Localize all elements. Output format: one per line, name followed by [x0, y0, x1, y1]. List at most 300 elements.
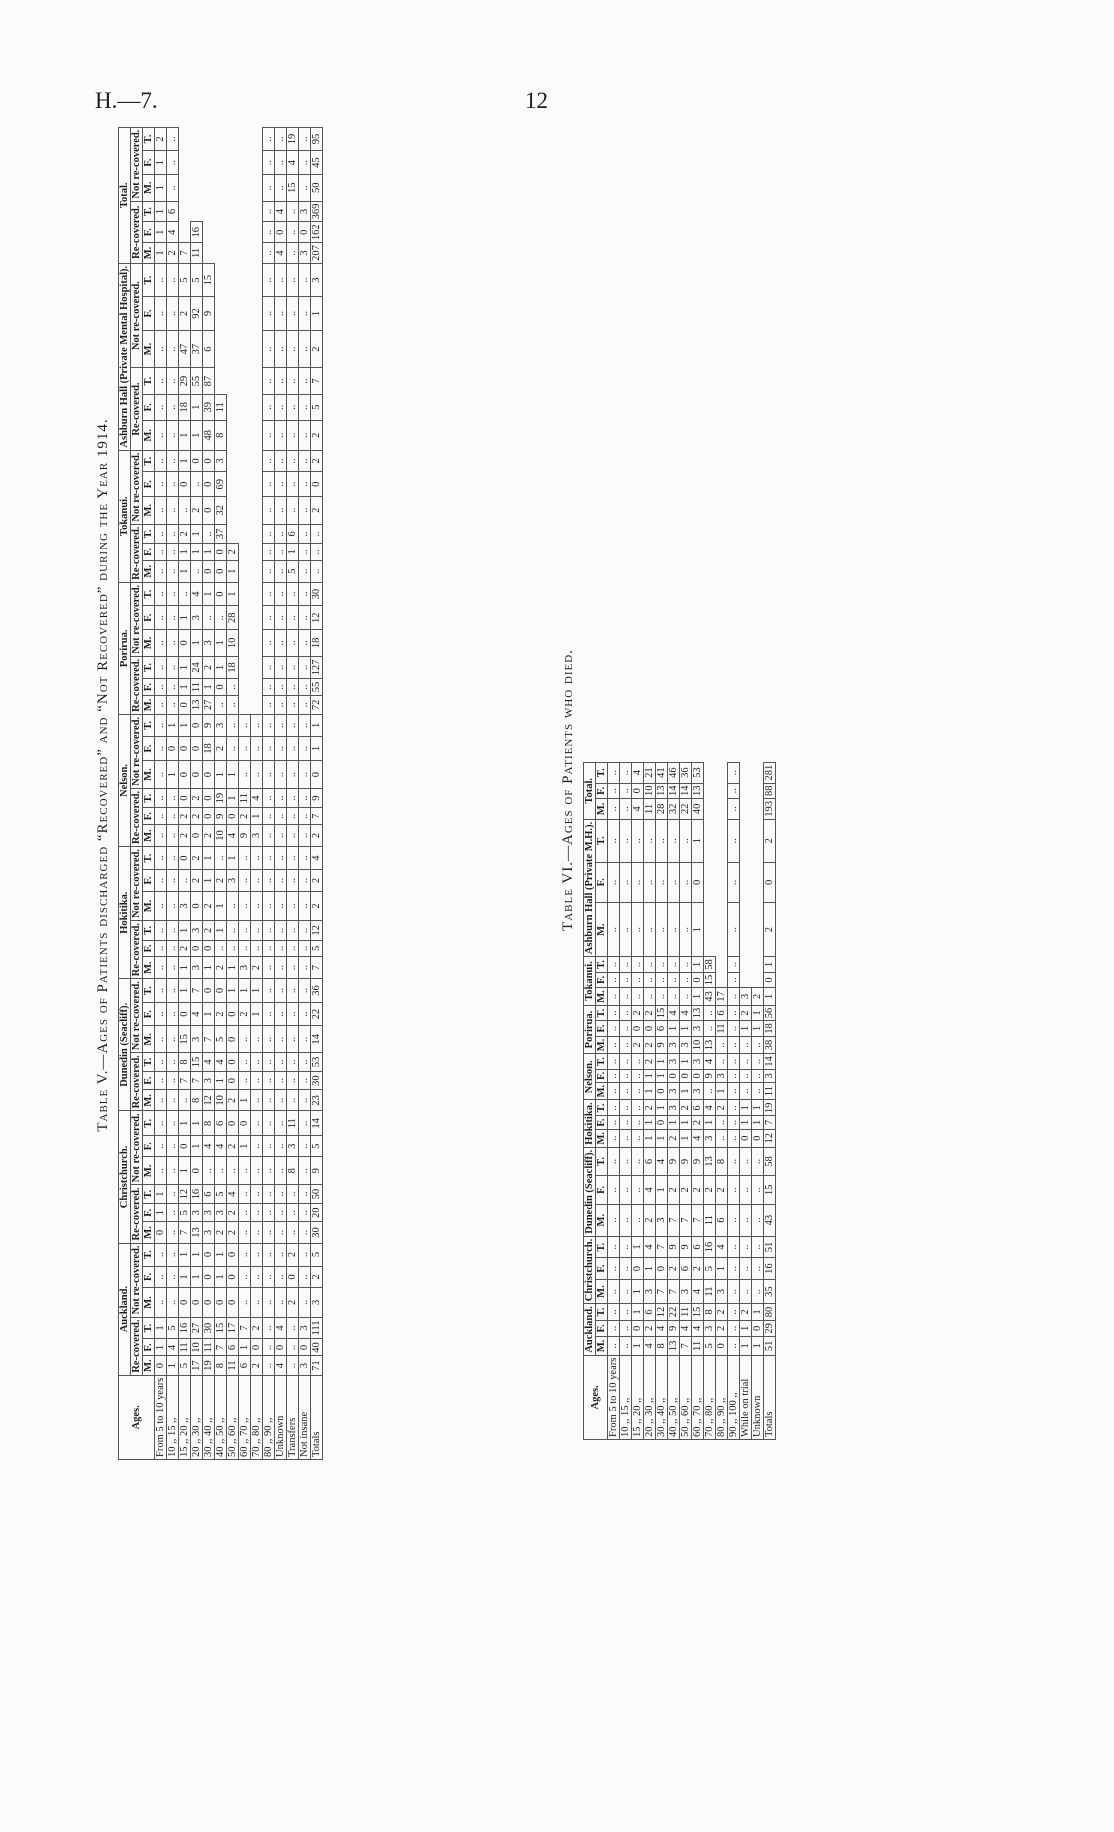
value-cell: 0	[227, 1071, 239, 1090]
value-cell: 0	[191, 761, 203, 789]
sex-header: M.	[143, 1090, 155, 1111]
value-cell: 0	[632, 1021, 644, 1037]
value-cell: 2	[191, 808, 203, 824]
value-cell: ..	[167, 174, 179, 201]
value-cell: 1	[215, 1243, 227, 1266]
value-cell: 1	[179, 420, 191, 450]
value-cell: 1	[311, 714, 323, 736]
value-cell: 5	[704, 1258, 716, 1280]
age-cell: 60 ,, 70 ,,	[239, 1375, 251, 1459]
sex-header: M.	[143, 957, 155, 979]
value-cell: ..	[608, 1304, 620, 1320]
value-cell: ..	[632, 1069, 644, 1082]
value-cell: 2	[203, 891, 215, 920]
value-cell: ..	[263, 201, 275, 222]
value-cell: 1	[680, 1129, 692, 1147]
sex-header: T.	[143, 263, 155, 296]
value-cell: 2	[692, 1176, 704, 1204]
value-cell: 14	[764, 1054, 776, 1070]
value-cell: 15	[203, 263, 215, 296]
value-cell: ..	[632, 862, 644, 902]
value-cell: 5	[179, 1356, 191, 1375]
sex-header: F.	[143, 222, 155, 243]
value-cell: 9	[668, 1147, 680, 1175]
value-cell: ..	[167, 870, 179, 892]
value-cell: 1	[179, 1157, 191, 1185]
sex-header: F.	[143, 1002, 155, 1026]
value-cell: 13	[692, 783, 704, 799]
value-cell: ..	[740, 1258, 752, 1280]
value-cell: ..	[299, 714, 311, 736]
value-cell: 2	[311, 330, 323, 368]
sex-header: F.	[596, 1176, 608, 1204]
value-cell: ..	[275, 1157, 287, 1185]
value-cell: 0	[191, 736, 203, 760]
institution-header: Ashburn Hall (Private Mental Hospital).	[119, 263, 131, 450]
value-cell: ..	[299, 420, 311, 450]
institution-header: Auckland.	[584, 1304, 596, 1355]
value-cell: 2	[227, 544, 239, 560]
value-cell: 2	[203, 921, 215, 941]
value-cell: ..	[752, 1176, 764, 1204]
value-cell: 162	[311, 222, 323, 243]
value-cell: 19	[287, 127, 299, 151]
value-cell: ..	[239, 1026, 251, 1053]
value-cell: ..	[263, 368, 275, 394]
sex-header: M.	[596, 1204, 608, 1236]
value-cell: ..	[239, 1185, 251, 1204]
value-cell: 4	[692, 1129, 704, 1147]
value-cell: 4	[215, 1136, 227, 1157]
value-cell: ..	[167, 630, 179, 657]
value-cell: 72	[311, 695, 323, 714]
value-cell: ..	[251, 940, 263, 956]
table-vi-rotated	[560, 140, 776, 1440]
value-cell: ..	[299, 1203, 311, 1222]
value-cell: 3	[692, 1054, 704, 1070]
value-cell: 5	[311, 1243, 323, 1266]
sex-header: F.	[596, 1021, 608, 1037]
value-cell: ..	[728, 1204, 740, 1236]
value-cell: ..	[275, 606, 287, 630]
value-cell: ..	[299, 1222, 311, 1243]
value-cell: 0	[740, 1129, 752, 1147]
value-cell: 80	[764, 1304, 776, 1320]
value-cell: 14	[311, 1026, 323, 1053]
sex-header: F.	[143, 606, 155, 630]
value-cell: ..	[263, 656, 275, 678]
value-cell: 5	[311, 394, 323, 420]
value-cell: ..	[620, 1176, 632, 1204]
value-cell: ..	[287, 1185, 299, 1204]
value-cell: 1	[191, 1111, 203, 1136]
value-cell: 1	[215, 921, 227, 941]
value-cell: 4	[203, 1053, 215, 1072]
value-cell: ..	[608, 1258, 620, 1280]
value-cell: 7	[311, 808, 323, 824]
value-cell: 37	[215, 524, 227, 544]
value-cell: 369	[311, 201, 323, 222]
value-cell: ..	[155, 808, 167, 824]
value-cell: 1	[644, 1069, 656, 1082]
value-cell: ..	[263, 714, 275, 736]
value-cell: ..	[155, 679, 167, 696]
value-cell: 4	[287, 151, 299, 175]
value-cell: ..	[155, 847, 167, 870]
value-cell: ..	[251, 1090, 263, 1111]
value-cell: ..	[251, 921, 263, 941]
value-cell: 6	[692, 1100, 704, 1116]
value-cell: ..	[752, 1036, 764, 1054]
value-cell: 1	[179, 921, 191, 941]
value-cell: 1	[239, 979, 251, 1003]
value-cell: 1	[215, 630, 227, 657]
table-row	[287, 127, 299, 1459]
value-cell: ..	[632, 1204, 644, 1236]
value-cell: 1	[215, 656, 227, 678]
value-cell: ..	[608, 1005, 620, 1021]
value-cell: ..	[644, 862, 656, 902]
value-cell: 0	[227, 808, 239, 824]
value-cell: 2	[311, 824, 323, 846]
value-cell: ..	[263, 1317, 275, 1339]
institution-header: Tokanui.	[584, 957, 596, 1006]
value-cell: 5	[167, 1317, 179, 1339]
subgroup-header: Re-covered.	[131, 368, 143, 450]
value-cell: ..	[275, 695, 287, 714]
value-cell: ..	[299, 544, 311, 560]
value-cell: 7	[179, 243, 191, 264]
value-cell: ..	[251, 891, 263, 920]
value-cell: ..	[263, 496, 275, 524]
value-cell: ..	[752, 1082, 764, 1100]
value-cell: 5	[287, 560, 299, 582]
institution-header: Christchurch.	[584, 1236, 596, 1304]
value-cell: 11	[644, 799, 656, 820]
value-cell: 9	[311, 1157, 323, 1185]
value-cell: ..	[287, 1071, 299, 1090]
value-cell: ..	[287, 472, 299, 496]
value-cell: 4	[311, 847, 323, 870]
value-cell: ..	[263, 222, 275, 243]
value-cell: 9	[680, 1147, 692, 1175]
value-cell: 6	[227, 1339, 239, 1356]
table-row	[275, 127, 287, 1459]
value-cell: 36	[680, 762, 692, 783]
value-cell: 0	[716, 1337, 728, 1356]
value-cell: ..	[299, 1185, 311, 1204]
value-cell: ..	[620, 1147, 632, 1175]
value-cell: ..	[167, 394, 179, 420]
value-cell: 1	[215, 1266, 227, 1288]
value-cell: 16	[179, 1317, 191, 1339]
sex-header: T.	[596, 819, 608, 862]
value-cell: ..	[275, 1090, 287, 1111]
value-cell: 2	[716, 1100, 728, 1116]
value-cell: 1	[179, 979, 191, 1003]
value-cell: ..	[287, 847, 299, 870]
value-cell: ..	[239, 1071, 251, 1090]
value-cell: 15	[287, 174, 299, 201]
value-cell: ..	[275, 1053, 287, 1072]
value-cell: 2	[215, 1002, 227, 1026]
value-cell: 6	[239, 1356, 251, 1375]
value-cell: ..	[632, 972, 644, 988]
value-cell: ..	[668, 957, 680, 973]
value-cell: 0	[299, 222, 311, 243]
value-cell: ..	[167, 921, 179, 941]
value-cell: ..	[167, 1203, 179, 1222]
value-cell: ..	[728, 1082, 740, 1100]
value-cell: 30	[311, 1222, 323, 1243]
value-cell: ..	[155, 582, 167, 606]
value-cell: 1	[680, 1082, 692, 1100]
value-cell: 36	[311, 979, 323, 1003]
value-cell: ..	[251, 1203, 263, 1222]
value-cell: ..	[167, 847, 179, 870]
value-cell: 0	[203, 761, 215, 789]
value-cell: 1	[752, 1337, 764, 1356]
value-cell: 1	[179, 544, 191, 560]
value-cell: 37	[191, 330, 203, 368]
sex-header: T.	[143, 127, 155, 151]
value-cell: 1	[179, 560, 191, 582]
value-cell: 1	[203, 870, 215, 892]
value-cell: 8	[656, 1337, 668, 1356]
value-cell: ..	[251, 1111, 263, 1136]
institution-header: Tokanui.	[119, 450, 131, 582]
value-cell: 4	[680, 1005, 692, 1021]
value-cell: 1	[155, 201, 167, 222]
value-cell: 9	[680, 1236, 692, 1258]
value-cell: 9	[311, 788, 323, 808]
value-cell: 2	[203, 824, 215, 846]
value-cell: 2	[644, 1054, 656, 1070]
age-cell: Unknown	[275, 1375, 287, 1459]
value-cell: 0	[155, 1222, 167, 1243]
table-row	[155, 127, 167, 1459]
value-cell: 1	[752, 1116, 764, 1129]
value-cell: ..	[620, 972, 632, 988]
value-cell: 0	[191, 940, 203, 956]
value-cell: ..	[299, 1026, 311, 1053]
value-cell: ..	[203, 606, 215, 630]
value-cell: ..	[287, 921, 299, 941]
value-cell: ..	[155, 297, 167, 330]
institution-header: Dunedin (Seacliff).	[119, 979, 131, 1111]
value-cell: 0	[227, 1288, 239, 1317]
value-cell: ..	[263, 1053, 275, 1072]
value-cell: ..	[752, 1236, 764, 1258]
value-cell: 17	[227, 1317, 239, 1339]
value-cell: ..	[620, 862, 632, 902]
value-cell: 48	[203, 420, 215, 450]
value-cell: 3	[311, 1288, 323, 1317]
value-cell: ..	[263, 870, 275, 892]
value-cell: 2	[179, 940, 191, 956]
value-cell: 1	[311, 297, 323, 330]
age-cell: 80 ,, 90 ,,	[716, 1355, 728, 1439]
table-row	[716, 762, 728, 1439]
value-cell: 2	[227, 1203, 239, 1222]
value-cell: 2	[644, 1036, 656, 1054]
value-cell: 1	[752, 1005, 764, 1021]
table-row	[227, 127, 239, 1459]
value-cell: 6	[680, 1258, 692, 1280]
value-cell: 95	[311, 127, 323, 151]
table-row	[644, 762, 656, 1439]
value-cell: ..	[239, 870, 251, 892]
value-cell: 1	[692, 819, 704, 862]
value-cell: ..	[275, 679, 287, 696]
value-cell: 8	[191, 1090, 203, 1111]
value-cell: ..	[275, 1071, 287, 1090]
age-cell: 70 ,, 80 ,,	[704, 1355, 716, 1439]
value-cell: ..	[299, 808, 311, 824]
value-cell: ..	[728, 1054, 740, 1070]
value-cell: 8	[287, 1157, 299, 1185]
value-cell: 9	[203, 714, 215, 736]
sex-header: F.	[143, 544, 155, 560]
value-cell: 0	[191, 714, 203, 736]
value-cell: 2	[179, 808, 191, 824]
value-cell: ..	[263, 243, 275, 264]
value-cell: ..	[620, 1021, 632, 1037]
value-cell: 2	[311, 450, 323, 472]
value-cell: 11	[215, 394, 227, 420]
value-cell: ..	[620, 1054, 632, 1070]
value-cell: 2	[203, 656, 215, 678]
value-cell: ..	[728, 1304, 740, 1320]
value-cell: 6	[656, 1021, 668, 1037]
value-cell: ..	[644, 972, 656, 988]
value-cell: 1	[740, 1320, 752, 1336]
value-cell: ..	[668, 862, 680, 902]
value-cell: ..	[287, 201, 299, 222]
value-cell: 51	[764, 1236, 776, 1258]
value-cell: 2	[632, 1036, 644, 1054]
value-cell: 55	[311, 679, 323, 696]
value-cell: ..	[251, 1266, 263, 1288]
value-cell: 13	[668, 1337, 680, 1356]
value-cell: 15	[215, 1317, 227, 1339]
value-cell: 3	[287, 1136, 299, 1157]
value-cell: ..	[275, 368, 287, 394]
value-cell: 7	[215, 1339, 227, 1356]
value-cell: 2	[644, 1100, 656, 1116]
value-cell: ..	[263, 174, 275, 201]
value-cell: ..	[728, 1258, 740, 1280]
value-cell: ..	[155, 940, 167, 956]
value-cell: ..	[608, 1337, 620, 1356]
value-cell: ..	[167, 560, 179, 582]
sex-header: T.	[596, 1005, 608, 1021]
value-cell: ..	[752, 1204, 764, 1236]
value-cell: 16	[704, 1236, 716, 1258]
value-cell: ..	[167, 679, 179, 696]
value-cell: 5	[179, 1203, 191, 1222]
value-cell: ..	[287, 243, 299, 264]
value-cell: ..	[311, 560, 323, 582]
value-cell: 1	[167, 761, 179, 789]
value-cell: 16	[191, 1185, 203, 1204]
value-cell: 3	[215, 450, 227, 472]
value-cell: 4	[275, 243, 287, 264]
value-cell: 2	[215, 870, 227, 892]
value-cell: 4	[716, 1236, 728, 1258]
table-row	[239, 127, 251, 1459]
value-cell: ..	[311, 544, 323, 560]
value-cell: ..	[680, 903, 692, 957]
value-cell: ..	[263, 127, 275, 151]
value-cell: 50	[311, 1185, 323, 1204]
table-row	[167, 127, 179, 1459]
value-cell: 6	[203, 330, 215, 368]
subgroup-header: Not re-covered.	[131, 1243, 143, 1317]
value-cell: ..	[287, 263, 299, 296]
value-cell: 58	[704, 957, 716, 973]
value-cell: 7	[191, 1071, 203, 1090]
value-cell: 10	[215, 1090, 227, 1111]
value-cell: 0	[191, 1157, 203, 1185]
value-cell: 1	[179, 1111, 191, 1136]
value-cell: 13	[704, 1147, 716, 1175]
sex-header: F.	[596, 1258, 608, 1280]
value-cell: ..	[227, 1157, 239, 1185]
value-cell: 4	[203, 1136, 215, 1157]
value-cell: 12	[203, 1090, 215, 1111]
value-cell: 0	[632, 1320, 644, 1336]
value-cell: 10	[644, 783, 656, 799]
sex-header: F.	[143, 808, 155, 824]
value-cell: ..	[656, 957, 668, 973]
value-cell: 281	[764, 762, 776, 783]
value-cell: 2	[764, 903, 776, 957]
value-cell: 3	[311, 263, 323, 296]
value-cell: 0	[203, 1288, 215, 1317]
value-cell: ..	[155, 368, 167, 394]
value-cell: ..	[740, 1054, 752, 1070]
value-cell: 43	[704, 988, 716, 1006]
value-cell: 1	[251, 1002, 263, 1026]
value-cell: 11	[227, 1356, 239, 1375]
value-cell: ..	[275, 151, 287, 175]
value-cell: 4	[275, 1317, 287, 1339]
value-cell: 2	[215, 736, 227, 760]
value-cell: ..	[728, 1005, 740, 1021]
value-cell: ..	[728, 988, 740, 1006]
value-cell: 4	[656, 1320, 668, 1336]
value-cell: 127	[311, 656, 323, 678]
value-cell: 16	[764, 1258, 776, 1280]
value-cell: 6	[644, 1147, 656, 1175]
value-cell: ..	[263, 679, 275, 696]
value-cell: 1	[203, 847, 215, 870]
value-cell: 11	[191, 679, 203, 696]
value-cell: 12	[764, 1129, 776, 1147]
sex-header: F.	[143, 1071, 155, 1090]
age-cell: Transfers	[287, 1375, 299, 1459]
value-cell: ..	[239, 1266, 251, 1288]
value-cell: 0	[764, 862, 776, 902]
page-header-code: H.—7.	[95, 88, 158, 113]
value-cell: 0	[215, 582, 227, 606]
value-cell: ..	[263, 420, 275, 450]
value-cell: ..	[263, 1185, 275, 1204]
sex-header: M.	[143, 761, 155, 789]
value-cell: 0	[203, 560, 215, 582]
value-cell: ..	[275, 736, 287, 760]
